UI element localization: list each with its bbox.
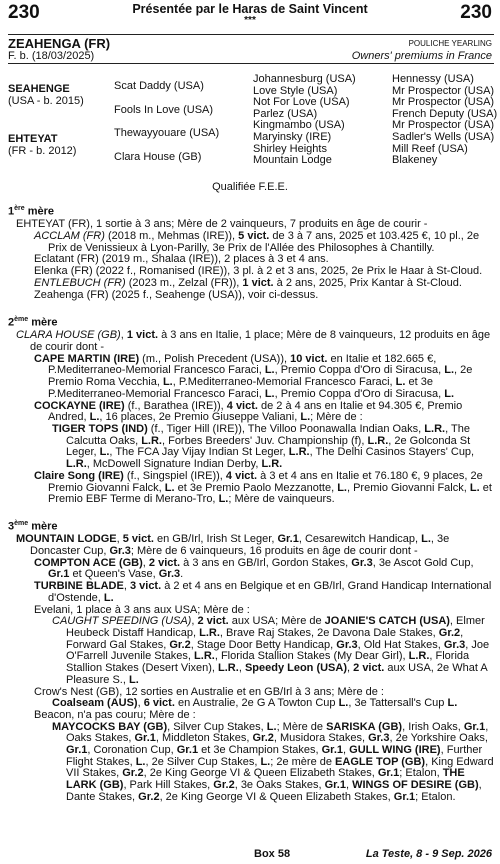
gen4-ancestor: Mr Prospector (USA) [392, 84, 495, 97]
pedigree-paragraph: Evelani, 1 place à 3 ans aux USA; Mère de : [34, 603, 250, 616]
gen4-ancestor: Mill Reef (USA) [392, 142, 468, 155]
gen3-ancestor: Johannesburg (USA) [253, 73, 356, 85]
box-number: Box 58 [254, 848, 291, 860]
second-dam-text [8, 330, 494, 506]
pedigree-gen4 [392, 74, 497, 167]
gen3-ancestor: Not For Love (USA) [253, 96, 350, 109]
third-dam-section [8, 518, 494, 804]
pedigree-paragraph: ACCLAM (FR) (2018 m., Mehmas (IRE)), 5 vict. de 3 à 7 ans, 2025 et 103.425 €, 10 pl., 2e Prix de Venissieux à Lyon-Parilly, 3e Prix de l'Allée des Philosophes à Chantilly. [34, 230, 480, 254]
gen2-ancestor: Thewayyouare (USA) [114, 127, 220, 139]
gen4-ancestor: Hennessy (USA) [392, 73, 474, 85]
gen2-ancestor: Clara House (GB) [114, 151, 202, 163]
pedigree-paragraph: TIGER TOPS (IND) (f., Tiger Hill (IRE)), The Villoo Poonawalla Indian Oaks, L.R., The Calcutta Oaks, L.R., Forbes Breeders' Juv. Championship (f), L.R., 2e Golconda St Leger, L., The FCA Jay Vijay Indian St Leger, L.R., The Delhi Casinos Stayers' Cup, L.R., McDowell Signature Indian Derby, L.R. [52, 422, 475, 471]
pedigree-paragraph: Elenka (FR) (2022 f., Romanised (IRE)), 3 pl. à 2 et 3 ans, 2025, 2e Prix le Haar à St-Cloud. [34, 265, 483, 278]
pedigree-paragraph: COCKAYNE (IRE) (f., Barathea (IRE)), 4 vict. de 2 à 4 ans en Italie et 94.305 €, Premio Andred, L., 16 places, 2e Premio Giuseppe Valiani, L.; Mère de : [34, 399, 463, 424]
sire-name: SEAHENGE [8, 83, 70, 95]
first-dam-text [8, 219, 494, 301]
pedigree-paragraph: Zeahenga (FR) (2025 f., Seahenge (USA)), voir ci-dessus. [34, 288, 319, 301]
pedigree-paragraph: CLARA HOUSE (GB), 1 vict. à 3 ans en Italie, 1 place; Mère de 8 vainqueurs, 12 produits en âge de courir dont - [16, 329, 491, 354]
consignor-title: Présentée par le Haras de Saint Vincent [132, 2, 368, 16]
gen2-ancestor: Scat Daddy (USA) [114, 80, 204, 92]
pedigree-rule [8, 63, 494, 64]
pedigree-gen3 [253, 74, 356, 167]
horse-category: POULICHE YEARLING [408, 39, 492, 48]
gen4-ancestor: French Deputy (USA) [392, 107, 498, 120]
gen3-ancestor: Shirley Heights [253, 142, 327, 155]
owners-premium-note: Owners' premiums in France [351, 50, 492, 62]
gen3-ancestor: Kingmambo (USA) [253, 119, 345, 132]
dam-name: EHTEYAT [8, 133, 58, 145]
sale-event: La Teste, 8 - 9 Sep. 2026 [365, 848, 492, 860]
consignor-stars: *** [244, 15, 256, 26]
pedigree-paragraph: MAYCOCKS BAY (GB), Silver Cup Stakes, L.; Mère de SARISKA (GB), Irish Oaks, Gr.1, Oaks Stakes, Gr.1, Middleton Stakes, Gr.2, Musidora Stakes, Gr.3, 2e Yorkshire Oaks, Gr.1, Coronation Cup, Gr.1 et 3e Champion Stakes, Gr.1, GULL WING (IRE), Further Flight Stakes, L., 2e Silver Cup Stakes, L.; 2e mère de EAGLE TOP (GB), King Edward VII Stakes, Gr.2, 2e King George VI & Queen Elizabeth Stakes, Gr.1; Etalon, THE LARK (GB), Park Hill Stakes, Gr.2, 3e Oaks Stakes, Gr.1, WINGS OF DESIRE (GB), Dante Stakes, Gr.2, 2e King George VI & Queen Elizabeth Stakes, Gr.1; Etalon. [52, 720, 494, 803]
pedigree-paragraph: Coalseam (AUS), 6 vict. en Australie, 2e G A Towton Cup L., 3e Tattersall's Cup L. [52, 697, 458, 710]
pedigree-paragraph: ENTLEBUCH (FR) (2023 m., Zelzal (FR)), 1 vict. à 2 ans, 2025, Prix Kantar à St-Cloud. [34, 276, 462, 289]
third-dam-text [8, 534, 494, 803]
pedigree-paragraph: TURBINE BLADE, 3 vict. à 2 et 4 ans en Belgique et en GB/Irl, Grand Handicap International d'Ostende, L. [34, 580, 492, 604]
dam-details: (FR - b. 2012) [8, 144, 77, 157]
sire-details: (USA - b. 2015) [8, 94, 84, 107]
pedigree-paragraph: CAPE MARTIN (IRE) (m., Polish Precedent (USA)), 10 vict. en Italie et 182.665 €, P.Mediterraneo-Memorial Francesco Faraci, L., Premio Coppa d'Oro di Siracusa, L., 2e Premio Roma Vecchia, L., P.Mediterraneo-Memorial Francesco Faraci, L. et 3e P.Mediterraneo-Memorial Francesco Faraci, L., Premio Coppa d'Oro di Siracusa, L. [34, 352, 473, 400]
gen2-ancestor: Fools In Love (USA) [114, 104, 214, 116]
first-dam-heading: 1ère mère [8, 205, 54, 218]
pedigree-paragraph: Crow's Nest (GB), 12 sorties en Australie et en GB/Irl à 3 ans; Mère de : [34, 685, 384, 698]
pedigree-paragraph: Beacon, n'a pas couru; Mère de : [34, 708, 196, 721]
pedigree-dam [8, 134, 76, 157]
second-dam-section [8, 314, 494, 506]
gen4-ancestor: Blakeney [392, 154, 438, 167]
lot-number-right: 230 [460, 2, 492, 23]
lot-number-left: 230 [8, 2, 40, 23]
gen4-ancestor: Mr Prospector (USA) [392, 96, 495, 109]
gen3-ancestor: Mountain Lodge [253, 154, 332, 167]
pedigree-paragraph: Eclatant (FR) (2019 m., Shalaa (IRE)), 2 places à 3 et 4 ans. [34, 253, 329, 266]
pedigree-paragraph: Claire Song (IRE) (f., Singspiel (IRE)), 4 vict. à 3 et 4 ans en Italie et 76.180 €, 9 places, 2e Premio Giovanni Falck, L. et 3e Premio Paolo Mezzanotte, L., Premio Giovanni Falck, L. et Premio EBF Terme di Merano-Tro, L.; Mère de vainqueurs. [34, 469, 492, 506]
gen4-ancestor: Mr Prospector (USA) [392, 119, 495, 132]
pedigree-paragraph: MOUNTAIN LODGE, 5 vict. en GB/Irl, Irish St Leger, Gr.1, Cesarewitch Handicap, L., 3e Doncaster Cup, Gr.3; Mère de 6 vainqueurs, 16 produits en âge de courir dont - [16, 533, 450, 558]
horse-details: F. b. (18/03/2025) [8, 50, 95, 62]
top-rule [8, 34, 494, 35]
pedigree-paragraph: CAUGHT SPEEDING (USA), 2 vict. aux USA; Mère de JOANIE'S CATCH (USA), Elmer Heubeck Distaff Handicap, L.R., Brave Raj Stakes, 2e Davona Dale Stakes, Gr.2, Forward Gal Stakes, Gr.2, Stage Door Betty Handicap, Gr.3, Old Hat Stakes, Gr.3, Joe O'Farrell Juvenile Stakes, L.R., Florida Stallion Stakes (My Dear Girl), L.R., Florida Stallion Stakes (Desert Vixen), L.R., Speedy Leon (USA), 2 vict. aux USA, 2e What A Pleasure S., L. [52, 615, 490, 686]
second-dam-heading: 2ème mère [8, 316, 58, 329]
pedigree-paragraph: EHTEYAT (FR), 1 sortie à 3 ans; Mère de 2 vainqueurs, 7 produits en âge de courir - [16, 218, 428, 231]
gen3-ancestor: Love Style (USA) [253, 84, 338, 97]
pedigree-sire [8, 84, 84, 107]
gen4-ancestor: Sadler's Wells (USA) [392, 130, 495, 143]
third-dam-heading: 3ème mère [8, 520, 58, 533]
qualification: Qualifiée F.E.E. [212, 181, 288, 193]
horse-name: ZEAHENGA (FR) [8, 36, 111, 51]
gen3-ancestor: Parlez (USA) [253, 107, 318, 120]
gen3-ancestor: Maryinsky (IRE) [253, 130, 332, 143]
first-dam-section [8, 203, 494, 301]
pedigree-paragraph: COMPTON ACE (GB), 2 vict. à 3 ans en GB/Irl, Gordon Stakes, Gr.3, 3e Ascot Gold Cup, Gr.1 et Queen's Vase, Gr.3. [34, 556, 474, 581]
